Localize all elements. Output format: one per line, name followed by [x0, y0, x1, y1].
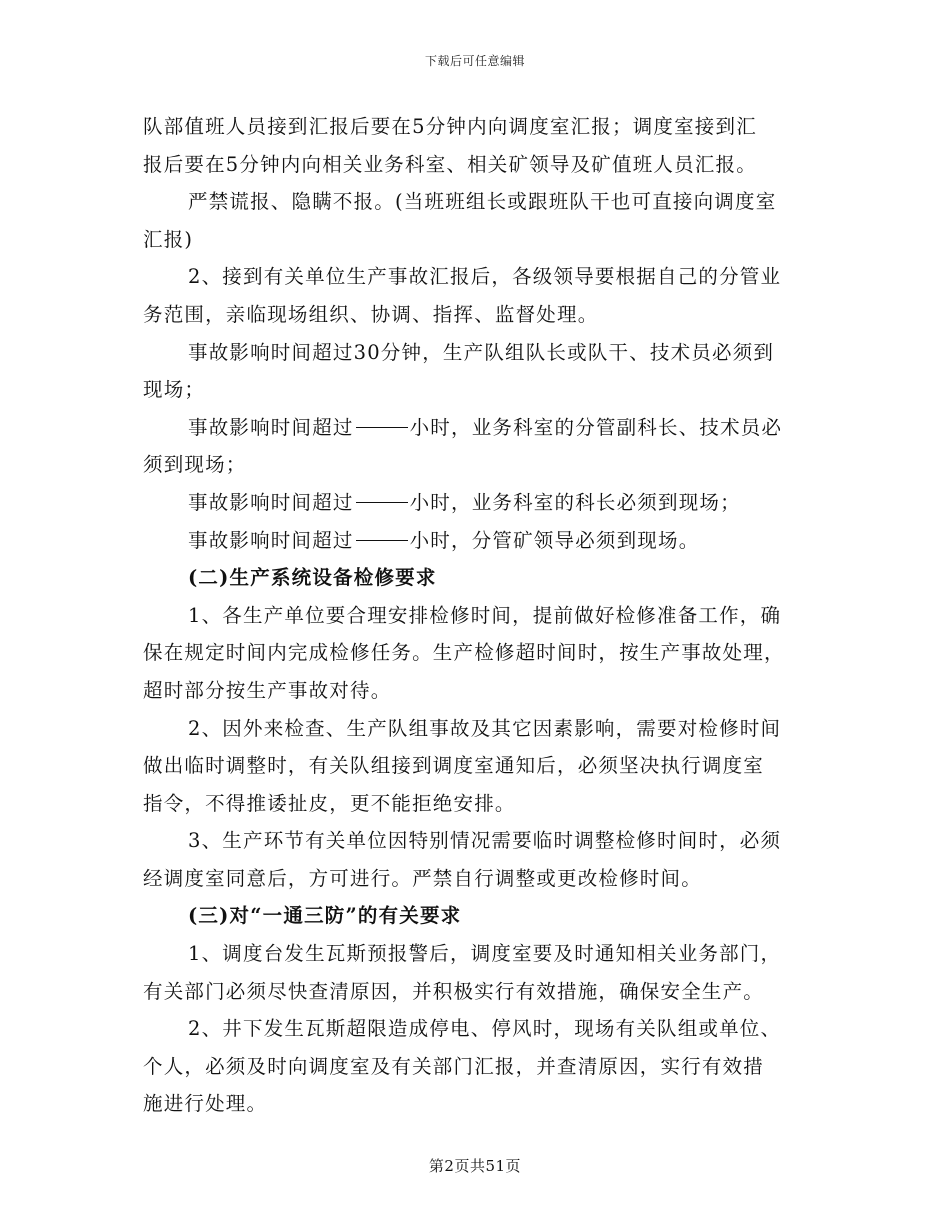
paragraph-line: 队部值班人员接到汇报后要在5分钟内向调度室汇报；调度室接到汇: [143, 115, 757, 138]
paragraph-line: 施进行处理。: [143, 1092, 268, 1116]
paragraph-line: 3、生产环节有关单位因特别情况需要临时调整检修时间时，必须: [188, 829, 782, 853]
paragraph-line: 指令，不得推诿扯皮，更不能拒绝安排。: [143, 791, 516, 815]
line-text: 小时，分管矿领导必须到现场。: [409, 528, 700, 552]
paragraph-line: 保在规定时间内完成检修任务。生产检修超时间时，按生产事故处理，: [143, 641, 785, 665]
paragraph-line: 严禁谎报、隐瞒不报。(当班班组长或跟班队干也可直接向调度室: [188, 190, 777, 214]
paragraph-line: 报后要在5分钟内向相关业务科室、相关矿领导及矿值班人员汇报。: [143, 152, 757, 176]
paragraph-line: 做出临时调整时，有关队组接到调度室通知后，必须坚决执行调度室: [143, 754, 765, 778]
paragraph-line: 超时部分按生产事故对待。: [143, 678, 392, 702]
line-text: 小时，业务科室的科长必须到现场；: [409, 490, 741, 514]
paragraph-line: 2、井下发生瓦斯超限造成停电、停风时，现场有关队组或单位、: [188, 1017, 782, 1041]
paragraph-line: [143, 409, 808, 447]
paragraph-line: 务范围，亲临现场组织、协调、指挥、监督处理。: [143, 302, 599, 326]
line-text: 事故影响时间超过: [188, 490, 354, 514]
fill-blank: [356, 501, 408, 503]
paragraph-line: 个人，必须及时向调度室及有关部门汇报，并查清原因，实行有效措: [143, 1054, 765, 1078]
paragraph-line: 经调度室同意后，方可进行。严禁自行调整或更改检修时间。: [143, 866, 702, 890]
section-heading: (二)生产系统设备检修要求: [188, 566, 437, 590]
paragraph-line: [143, 522, 808, 560]
paragraph-line: 1、调度台发生瓦斯预报警后，调度室要及时通知相关业务部门，: [188, 942, 782, 966]
paragraph-line: 1、各生产单位要合理安排检修时间，提前做好检修准备工作，确: [188, 603, 782, 627]
line-text: 事故影响时间超过: [188, 528, 354, 552]
page-number: 第2页共51页: [428, 1157, 522, 1175]
document-body: [143, 108, 808, 1123]
line-text: 事故影响时间超过: [188, 415, 354, 439]
paragraph-line: 2、接到有关单位生产事故汇报后，各级领导要根据自己的分管业: [188, 265, 782, 289]
paragraph-line: 汇报): [143, 227, 194, 251]
fill-blank: [356, 426, 408, 428]
paragraph-line: 事故影响时间超过30分钟，生产队组队长或队干、技术员必须到: [188, 340, 775, 364]
paragraph-line: [143, 484, 808, 522]
line-text: 小时，业务科室的分管副科长、技术员必: [409, 415, 783, 439]
fill-blank: [356, 539, 408, 541]
section-heading: (三)对“一通三防”的有关要求: [188, 904, 462, 928]
paragraph-line: 2、因外来检查、生产队组事故及其它因素影响，需要对检修时间: [188, 716, 782, 740]
page-header: 下载后可任意编辑: [424, 54, 525, 68]
paragraph-line: 须到现场；: [143, 453, 247, 477]
paragraph-line: 有关部门必须尽快查清原因，并积极实行有效措施，确保安全生产。: [143, 979, 765, 1003]
paragraph-line: 现场；: [143, 378, 206, 402]
